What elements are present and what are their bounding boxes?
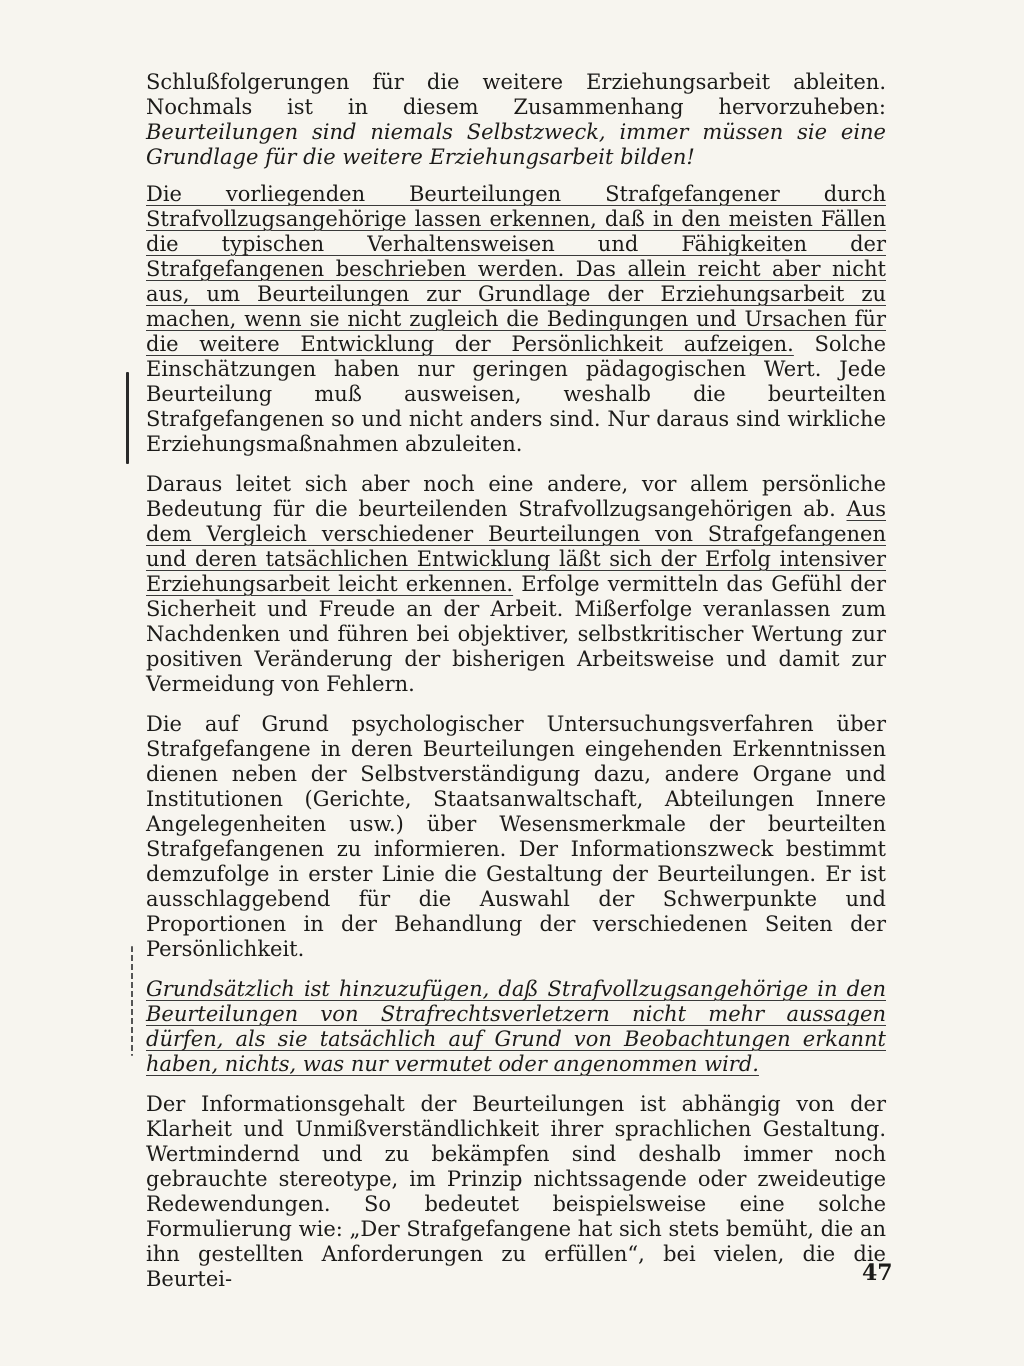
paragraph-3-rest: Erfolge vermitteln das Gefühl der Sicherheit und Freude an der Arbeit. Mißerfolge veranlassen zum Nachdenken und führen bei objektiver, selbstkritischer Wertung zur positiven Veränderung der bisherigen Arbeitsweise und damit zur Vermeidung von Fehlern. — [146, 572, 886, 696]
paragraph-2-text: Solche Einschätzungen haben nur geringen pädagogischen Wert. Jede Beurteilung muß ausweisen, weshalb die beurteilten Strafgefangenen so und nicht anders sind. Nur daraus sind wirkliche Erziehungsmaßnahmen abzuleiten. — [146, 332, 886, 456]
margin-mark-pencil — [126, 372, 129, 464]
page-number: 47 — [862, 1260, 893, 1286]
text-column — [146, 70, 886, 1307]
paragraph-4: Die auf Grund psychologischer Untersuchungsverfahren über Strafgefangene in deren Beurteilungen eingehenden Erkenntnissen dienen neben der Selbstverständigung dazu, andere Organe und Institutionen (Gerichte, Staatsanwaltschaft, Abteilungen Innere Angelegenheiten usw.) über Wesensmerkmale der beurteilten Strafgefangenen zu informieren. Der Informationszweck bestimmt demzufolge in erster Linie die Gestaltung der Beurteilungen. Er ist ausschlaggebend für die Auswahl der Schwerpunkte und Proportionen in der Behandlung der verschiedenen Seiten der Persönlichkeit. — [146, 712, 886, 961]
paragraph-1-emphasis: Beurteilungen sind niemals Selbstzweck, immer müssen sie eine Grundlage für die weitere Erziehungsarbeit bilden! — [146, 120, 886, 169]
paragraph-3-underlined: Aus dem Vergleich verschiedener Beurteilungen von Strafgefangenen und deren tatsächlichen Entwicklung läßt sich der Erfolg intensiver Erziehungsarbeit leicht erkennen. — [146, 497, 886, 596]
paragraph-2 — [146, 182, 886, 457]
paragraph-5-italic: Grundsätzlich ist hinzuzufügen, daß Strafvollzugsangehörige in den Beurteilungen von Strafrechtsverletzern nicht mehr aussagen dürfen, als sie tatsächlich auf Grund von Beobachtungen erkannt haben, nichts, was nur vermutet oder angenommen wird. — [146, 977, 886, 1076]
paragraph-1-text: Schlußfolgerungen für die weitere Erziehungsarbeit ableiten. Nochmals ist in diesem Zusammenhang hervorzuheben: — [146, 70, 886, 119]
paragraph-6: Der Informationsgehalt der Beurteilungen ist abhängig von der Klarheit und Unmißverständlichkeit ihrer sprachlichen Gestaltung. Wertmindernd und zu bekämpfen sind deshalb immer noch gebrauchte stereotype, im Prinzip nichtssagende oder zweideutige Redewendungen. So bedeutet beispielsweise eine solche Formulierung wie: „Der Strafgefangene hat sich stets bemüht, die an ihn gestellten Anforderungen zu erfüllen“, bei vielen, die die Beurtei- — [146, 1092, 886, 1291]
paragraph-3 — [146, 472, 886, 697]
paragraph-2-underlined: Die vorliegenden Beurteilungen Strafgefangener durch Strafvollzugsangehörige lassen erkennen, daß in den meisten Fällen die typischen Verhaltensweisen und Fähigkeiten der Strafgefangenen beschrieben werden. Das allein reicht aber nicht aus, um Beurteilungen zur Grundlage der Erziehungsarbeit zu machen, wenn sie nicht zugleich die Bedingungen und Ursachen für die weitere Entwicklung der Persönlichkeit aufzeigen. — [146, 182, 886, 356]
paragraph-1 — [146, 70, 886, 170]
margin-mark-pencil-faint — [131, 946, 133, 1056]
paragraph-3-text: Daraus leitet sich aber noch eine andere, vor allem persönliche Bedeutung für die beurteilenden Strafvollzugsangehörigen ab. — [146, 472, 886, 521]
